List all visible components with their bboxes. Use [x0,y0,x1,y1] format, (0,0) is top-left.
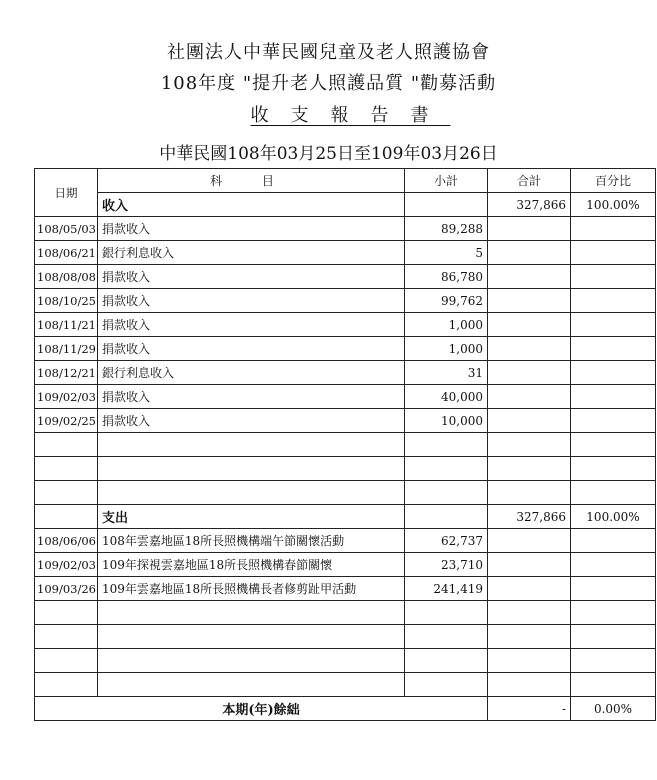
table-header-row [35,169,656,193]
row-item: 捐款收入 [98,265,405,289]
row-date: 109/02/25 [35,409,98,433]
table-row [35,409,656,433]
row-percent-cell [571,313,656,337]
empty-cell [571,673,656,697]
empty-cell [405,673,488,697]
row-amount: 241,419 [405,577,488,601]
org-name: 社團法人中華民國兒童及老人照護協會 [167,42,490,63]
empty-cell [571,649,656,673]
row-date: 108/06/21 [35,241,98,265]
row-amount: 89,288 [405,217,488,241]
balance-percent: 0.00% [571,697,656,721]
row-amount: 40,000 [405,385,488,409]
empty-cell [35,433,98,457]
row-total-cell [488,289,571,313]
empty-cell [35,673,98,697]
row-item: 108年雲嘉地區18所長照機構端午節關懷活動 [98,529,405,553]
empty-cell [35,481,98,505]
row-item: 捐款收入 [98,313,405,337]
row-date: 109/02/03 [35,553,98,577]
empty-row [35,601,656,625]
empty-row [35,625,656,649]
expense-section-label: 支出 [98,505,405,529]
row-percent-cell [571,241,656,265]
balance-label: 本期(年)餘絀 [35,697,488,721]
row-percent-cell [571,361,656,385]
empty-cell [405,625,488,649]
column-header-date: 日期 [35,169,98,217]
row-date: 108/05/03 [35,217,98,241]
column-header-subtotal: 小計 [405,169,488,193]
row-item: 捐款收入 [98,289,405,313]
row-total-cell [488,553,571,577]
empty-cell [488,601,571,625]
document-title [0,101,657,127]
row-total-cell [488,361,571,385]
table-row [35,241,656,265]
row-percent-cell [571,265,656,289]
table-row [35,361,656,385]
row-total-cell [488,241,571,265]
empty-cell [488,649,571,673]
row-percent-cell [571,529,656,553]
table-row [35,289,656,313]
income-section-row [35,193,656,217]
empty-cell [571,481,656,505]
row-date: 109/03/26 [35,577,98,601]
row-date: 109/02/03 [35,385,98,409]
row-date: 108/08/08 [35,265,98,289]
row-date: 108/11/21 [35,313,98,337]
empty-row [35,481,656,505]
income-total: 327,866 [488,193,571,217]
table-row [35,577,656,601]
row-date: 108/12/21 [35,361,98,385]
table-row [35,553,656,577]
empty-cell [35,601,98,625]
table-row [35,337,656,361]
row-item: 銀行利息收入 [98,361,405,385]
row-amount: 23,710 [405,553,488,577]
row-amount: 1,000 [405,337,488,361]
row-amount: 86,780 [405,265,488,289]
empty-cell [98,457,405,481]
row-total-cell [488,217,571,241]
balance-row [35,697,656,721]
row-total-cell [488,337,571,361]
event-title: 108年度 "提升老人照護品質 "勸募活動 [160,73,497,94]
empty-cell [405,457,488,481]
empty-row [35,457,656,481]
expense-date-cell [35,505,98,529]
row-total-cell [488,313,571,337]
column-header-percent: 百分比 [571,169,656,193]
row-percent-cell [571,385,656,409]
empty-cell [571,601,656,625]
table-row [35,313,656,337]
income-percent: 100.00% [571,193,656,217]
empty-cell [405,481,488,505]
row-total-cell [488,529,571,553]
column-header-item: 科 目 [98,169,405,193]
row-percent-cell [571,577,656,601]
table-row [35,217,656,241]
empty-cell [488,673,571,697]
row-item: 捐款收入 [98,337,405,361]
empty-row [35,433,656,457]
expense-subtotal-cell [405,505,488,529]
expense-section-row [35,505,656,529]
empty-cell [488,625,571,649]
row-total-cell [488,409,571,433]
empty-row [35,673,656,697]
row-amount: 5 [405,241,488,265]
row-amount: 10,000 [405,409,488,433]
report-period: 中華民國108年03月25日至109年03月26日 [159,144,498,164]
empty-cell [98,649,405,673]
table-row [35,529,656,553]
income-expense-table [34,168,656,721]
row-item: 捐款收入 [98,409,405,433]
row-item: 109年雲嘉地區18所長照機構長者修剪趾甲活動 [98,577,405,601]
empty-row [35,649,656,673]
row-item: 捐款收入 [98,385,405,409]
empty-cell [98,673,405,697]
empty-cell [35,649,98,673]
row-date: 108/11/29 [35,337,98,361]
row-percent-cell [571,553,656,577]
row-item: 銀行利息收入 [98,241,405,265]
document-title-text: 收支報告書 [250,105,451,126]
row-percent-cell [571,409,656,433]
row-item: 捐款收入 [98,217,405,241]
column-header-total: 合計 [488,169,571,193]
row-amount: 1,000 [405,313,488,337]
empty-cell [571,625,656,649]
row-amount: 99,762 [405,289,488,313]
balance-total: - [488,697,571,721]
row-amount: 62,737 [405,529,488,553]
empty-cell [405,649,488,673]
empty-cell [98,481,405,505]
row-percent-cell [571,337,656,361]
empty-cell [571,433,656,457]
income-subtotal-cell [405,193,488,217]
row-total-cell [488,265,571,289]
empty-cell [405,601,488,625]
empty-cell [405,433,488,457]
empty-cell [488,481,571,505]
empty-cell [98,601,405,625]
table-row [35,265,656,289]
row-percent-cell [571,289,656,313]
row-amount: 31 [405,361,488,385]
expense-percent: 100.00% [571,505,656,529]
row-percent-cell [571,217,656,241]
expense-total: 327,866 [488,505,571,529]
empty-cell [571,457,656,481]
empty-cell [488,457,571,481]
empty-cell [98,625,405,649]
empty-cell [488,433,571,457]
row-date: 108/06/06 [35,529,98,553]
income-section-label: 收入 [98,193,405,217]
empty-cell [35,625,98,649]
table-row [35,385,656,409]
row-item: 109年探視雲嘉地區18所長照機構春節關懷 [98,553,405,577]
row-total-cell [488,577,571,601]
row-total-cell [488,385,571,409]
empty-cell [35,457,98,481]
row-date: 108/10/25 [35,289,98,313]
empty-cell [98,433,405,457]
